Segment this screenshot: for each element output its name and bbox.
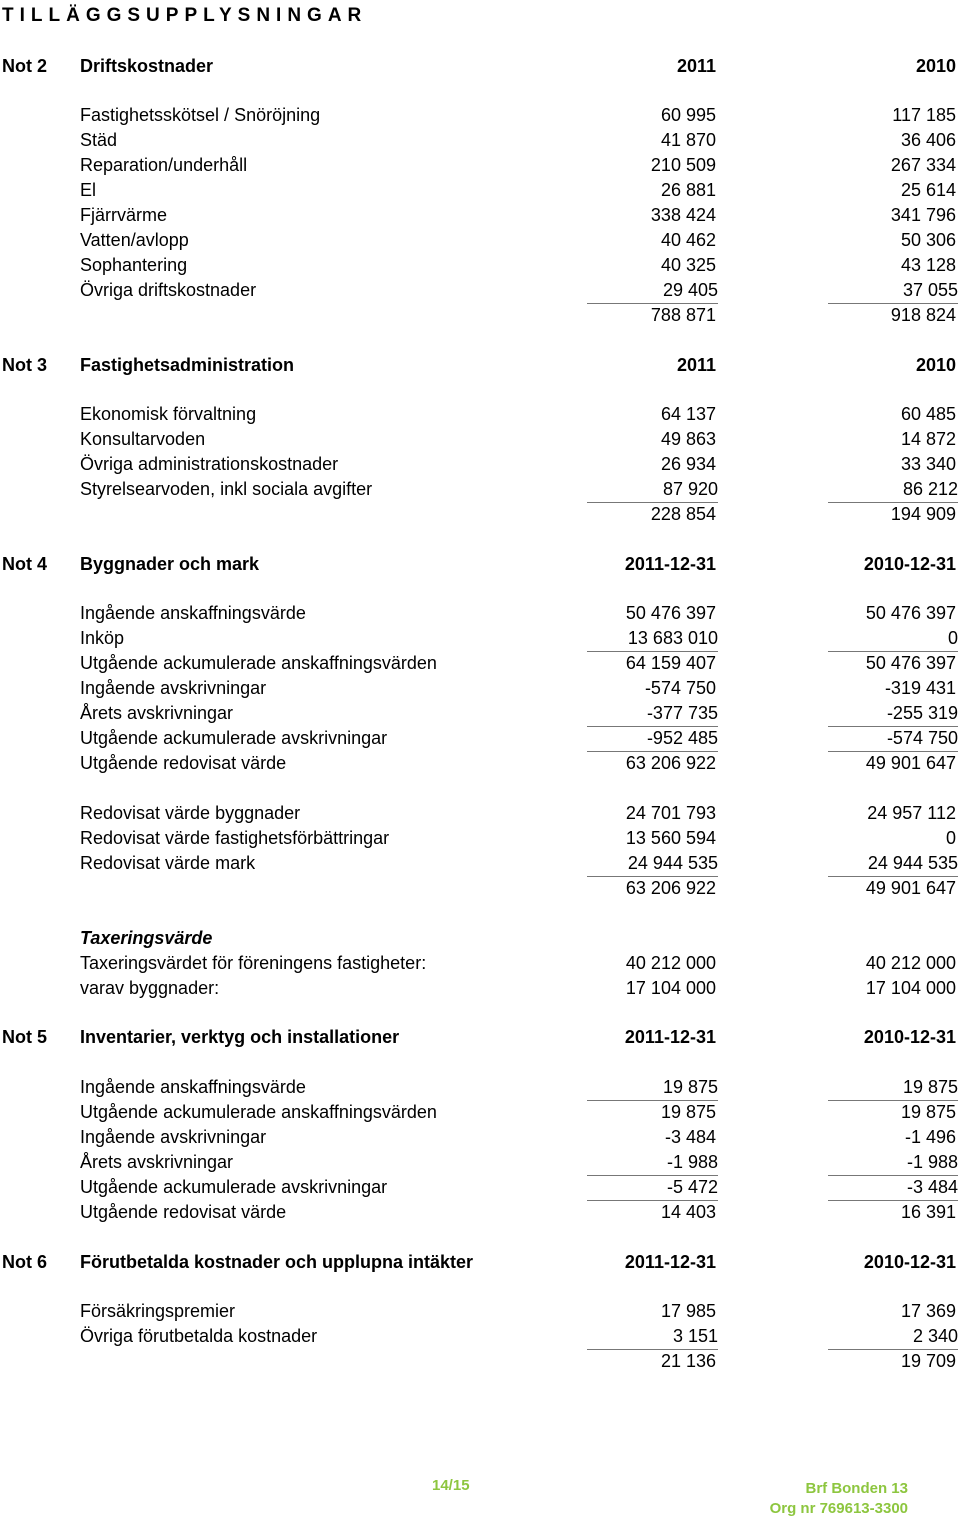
table-row [0, 1100, 960, 1125]
note-number: Not 5 [2, 1027, 47, 1047]
total-row [0, 303, 960, 328]
value-current: 17 104 000 [625, 978, 716, 998]
row-label: Städ [80, 130, 118, 150]
value-previous: 40 212 000 [865, 953, 956, 973]
value-previous: 43 128 [900, 255, 956, 275]
row-label: Utgående ackumulerade anskaffningsvärden [80, 1102, 437, 1122]
value-current: 14 403 [660, 1202, 716, 1222]
value-current: 49 863 [660, 429, 716, 449]
row-label: Sophantering [80, 255, 188, 275]
note-number: Not 6 [2, 1252, 47, 1272]
value-previous: 918 824 [890, 305, 956, 325]
value-current: -1 988 [587, 1150, 718, 1176]
table-row [0, 701, 960, 726]
value-previous: 49 901 647 [865, 753, 956, 773]
table-row [0, 1075, 960, 1100]
row-label: Inköp [80, 628, 125, 648]
table-row [0, 826, 960, 851]
value-previous: 50 306 [900, 230, 956, 250]
value-previous: 50 476 397 [865, 653, 956, 673]
table-row [0, 726, 960, 751]
value-previous: 117 185 [892, 105, 956, 125]
note-number: Not 2 [2, 56, 47, 76]
column-header-current: 2011-12-31 [624, 554, 716, 574]
note-heading: Byggnader och mark [80, 554, 260, 574]
value-current: -3 484 [664, 1127, 716, 1147]
table-row [0, 278, 960, 303]
value-current: -5 472 [587, 1175, 718, 1201]
total-row [0, 1349, 960, 1374]
table-row [0, 203, 960, 228]
column-header-previous: 2010 [915, 355, 956, 375]
value-previous: -255 319 [828, 701, 958, 727]
value-previous: 14 872 [900, 429, 956, 449]
table-row [0, 601, 960, 626]
value-current: 64 159 407 [625, 653, 716, 673]
value-previous: 49 901 647 [865, 878, 956, 898]
value-previous: 0 [945, 828, 956, 848]
row-label: Övriga förutbetalda kostnader [80, 1326, 318, 1346]
row-label: Ingående anskaffningsvärde [80, 603, 306, 623]
table-row [0, 976, 960, 1001]
value-current: 50 476 397 [625, 603, 716, 623]
value-previous: 0 [828, 626, 958, 652]
value-current: 64 137 [660, 404, 716, 424]
value-previous: 19 875 [828, 1075, 958, 1101]
value-previous: -1 988 [828, 1150, 958, 1176]
table-row [0, 427, 960, 452]
note-2-header [0, 54, 960, 79]
total-row [0, 502, 960, 527]
value-current: 87 920 [587, 477, 718, 503]
value-current: 19 875 [660, 1102, 716, 1122]
organization-name: Brf Bonden 13 [805, 1480, 908, 1497]
column-header-current: 2011-12-31 [624, 1252, 716, 1272]
row-label: Utgående ackumulerade anskaffningsvärden [80, 653, 437, 673]
row-label: Årets avskrivningar [80, 703, 234, 723]
row-label: Redovisat värde mark [80, 853, 256, 873]
row-label: Ingående anskaffningsvärde [80, 1077, 306, 1097]
table-row [0, 402, 960, 427]
value-current: 228 854 [650, 504, 716, 524]
table-row [0, 751, 960, 776]
value-current: 24 944 535 [587, 851, 718, 877]
value-current: 19 875 [587, 1075, 718, 1101]
row-label: Övriga driftskostnader [80, 280, 257, 300]
row-label: Ingående avskrivningar [80, 1127, 267, 1147]
value-previous: 17 104 000 [865, 978, 956, 998]
table-row [0, 1200, 960, 1225]
row-label: Taxeringsvärdet för föreningens fastigheter: [80, 953, 427, 973]
value-current: 338 424 [650, 205, 716, 225]
table-row [0, 477, 960, 502]
table-row [0, 1125, 960, 1150]
note-5-header [0, 1025, 960, 1050]
value-previous: 33 340 [900, 454, 956, 474]
value-previous: 2 340 [828, 1324, 958, 1350]
row-label: Reparation/underhåll [80, 155, 248, 175]
value-current: -574 750 [644, 678, 716, 698]
value-previous: -1 496 [904, 1127, 956, 1147]
value-current: 41 870 [660, 130, 716, 150]
column-header-current: 2011 [676, 56, 716, 76]
table-row [0, 103, 960, 128]
table-row [0, 951, 960, 976]
value-current: 21 136 [660, 1351, 716, 1371]
table-row [0, 178, 960, 203]
value-current: 13 683 010 [587, 626, 718, 652]
row-label: Utgående redovisat värde [80, 753, 287, 773]
value-current: 40 462 [660, 230, 716, 250]
table-row [0, 676, 960, 701]
row-label: Fastighetsskötsel / Snöröjning [80, 105, 321, 125]
value-current: 26 881 [660, 180, 716, 200]
value-current: 26 934 [660, 454, 716, 474]
row-label: Redovisat värde byggnader [80, 803, 301, 823]
value-previous: 341 796 [890, 205, 956, 225]
value-previous: 24 957 112 [867, 803, 956, 823]
value-previous: 17 369 [900, 1301, 956, 1321]
value-previous: 19 709 [900, 1351, 956, 1371]
value-current: 17 985 [660, 1301, 716, 1321]
value-current: 13 560 594 [625, 828, 716, 848]
row-label: varav byggnader: [80, 978, 220, 998]
row-label: Utgående ackumulerade avskrivningar [80, 1177, 388, 1197]
column-header-current: 2011 [676, 355, 716, 375]
row-label: Vatten/avlopp [80, 230, 189, 250]
row-label: Redovisat värde fastighetsförbättringar [80, 828, 390, 848]
value-previous: 16 391 [900, 1202, 956, 1222]
value-current: 3 151 [587, 1324, 718, 1350]
note-heading: Fastighetsadministration [80, 355, 295, 375]
table-row [0, 1299, 960, 1324]
column-header-previous: 2010-12-31 [863, 554, 956, 574]
row-label: Utgående ackumulerade avskrivningar [80, 728, 388, 748]
table-row [0, 228, 960, 253]
table-row [0, 851, 960, 876]
table-row [0, 1324, 960, 1349]
note-number: Not 4 [2, 554, 47, 574]
tax-heading: Taxeringsvärde [80, 928, 213, 948]
value-previous: 86 212 [828, 477, 958, 503]
note-4-header [0, 552, 960, 577]
value-previous: 267 334 [890, 155, 956, 175]
value-current: 24 701 793 [625, 803, 716, 823]
value-current: -952 485 [587, 726, 718, 752]
row-label: Ekonomisk förvaltning [80, 404, 257, 424]
row-label: Konsultarvoden [80, 429, 206, 449]
row-label: El [80, 180, 97, 200]
table-row [0, 253, 960, 278]
column-header-previous: 2010 [915, 56, 956, 76]
note-number: Not 3 [2, 355, 47, 375]
note-3-header [0, 353, 960, 378]
value-current: 40 212 000 [625, 953, 716, 973]
total-row [0, 876, 960, 901]
value-current: -377 735 [587, 701, 718, 727]
row-label: Försäkringspremier [80, 1301, 236, 1321]
row-label: Årets avskrivningar [80, 1152, 234, 1172]
organization-number: Org nr 769613-3300 [769, 1500, 908, 1517]
value-current: 29 405 [587, 278, 718, 304]
row-label: Utgående redovisat värde [80, 1202, 287, 1222]
page-number: 14/15 [432, 1477, 470, 1494]
note-heading: Förutbetalda kostnader och upplupna intäkter [80, 1252, 474, 1272]
table-row [0, 1150, 960, 1175]
table-row [0, 452, 960, 477]
value-previous: 50 476 397 [865, 603, 956, 623]
note-heading: Driftskostnader [80, 56, 214, 76]
value-previous: 24 944 535 [828, 851, 958, 877]
table-row [0, 801, 960, 826]
note-6-header [0, 1250, 960, 1275]
value-previous: -574 750 [828, 726, 958, 752]
organization-info [770, 1479, 908, 1519]
value-previous: -319 431 [884, 678, 956, 698]
value-current: 210 509 [650, 155, 716, 175]
value-previous: 194 909 [890, 504, 956, 524]
value-previous: 25 614 [900, 180, 956, 200]
value-previous: 36 406 [900, 130, 956, 150]
value-previous: 60 485 [900, 404, 956, 424]
tax-heading-row [0, 926, 960, 951]
table-row [0, 153, 960, 178]
document-title: TILLÄGGSUPPLYSNINGAR [2, 5, 368, 26]
value-previous: 37 055 [828, 278, 958, 304]
value-current: 63 206 922 [625, 878, 716, 898]
value-current: 788 871 [650, 305, 716, 325]
table-row [0, 651, 960, 676]
table-row [0, 128, 960, 153]
value-previous: 19 875 [900, 1102, 956, 1122]
column-header-previous: 2010-12-31 [863, 1252, 956, 1272]
note-heading: Inventarier, verktyg och installationer [80, 1027, 400, 1047]
value-current: 63 206 922 [625, 753, 716, 773]
column-header-previous: 2010-12-31 [863, 1027, 956, 1047]
value-previous: -3 484 [828, 1175, 958, 1201]
column-header-current: 2011-12-31 [624, 1027, 716, 1047]
value-current: 60 995 [660, 105, 716, 125]
table-row [0, 626, 960, 651]
row-label: Fjärrvärme [80, 205, 168, 225]
table-row [0, 1175, 960, 1200]
row-label: Ingående avskrivningar [80, 678, 267, 698]
row-label: Övriga administrationskostnader [80, 454, 339, 474]
row-label: Styrelsearvoden, inkl sociala avgifter [80, 479, 373, 499]
value-current: 40 325 [660, 255, 716, 275]
